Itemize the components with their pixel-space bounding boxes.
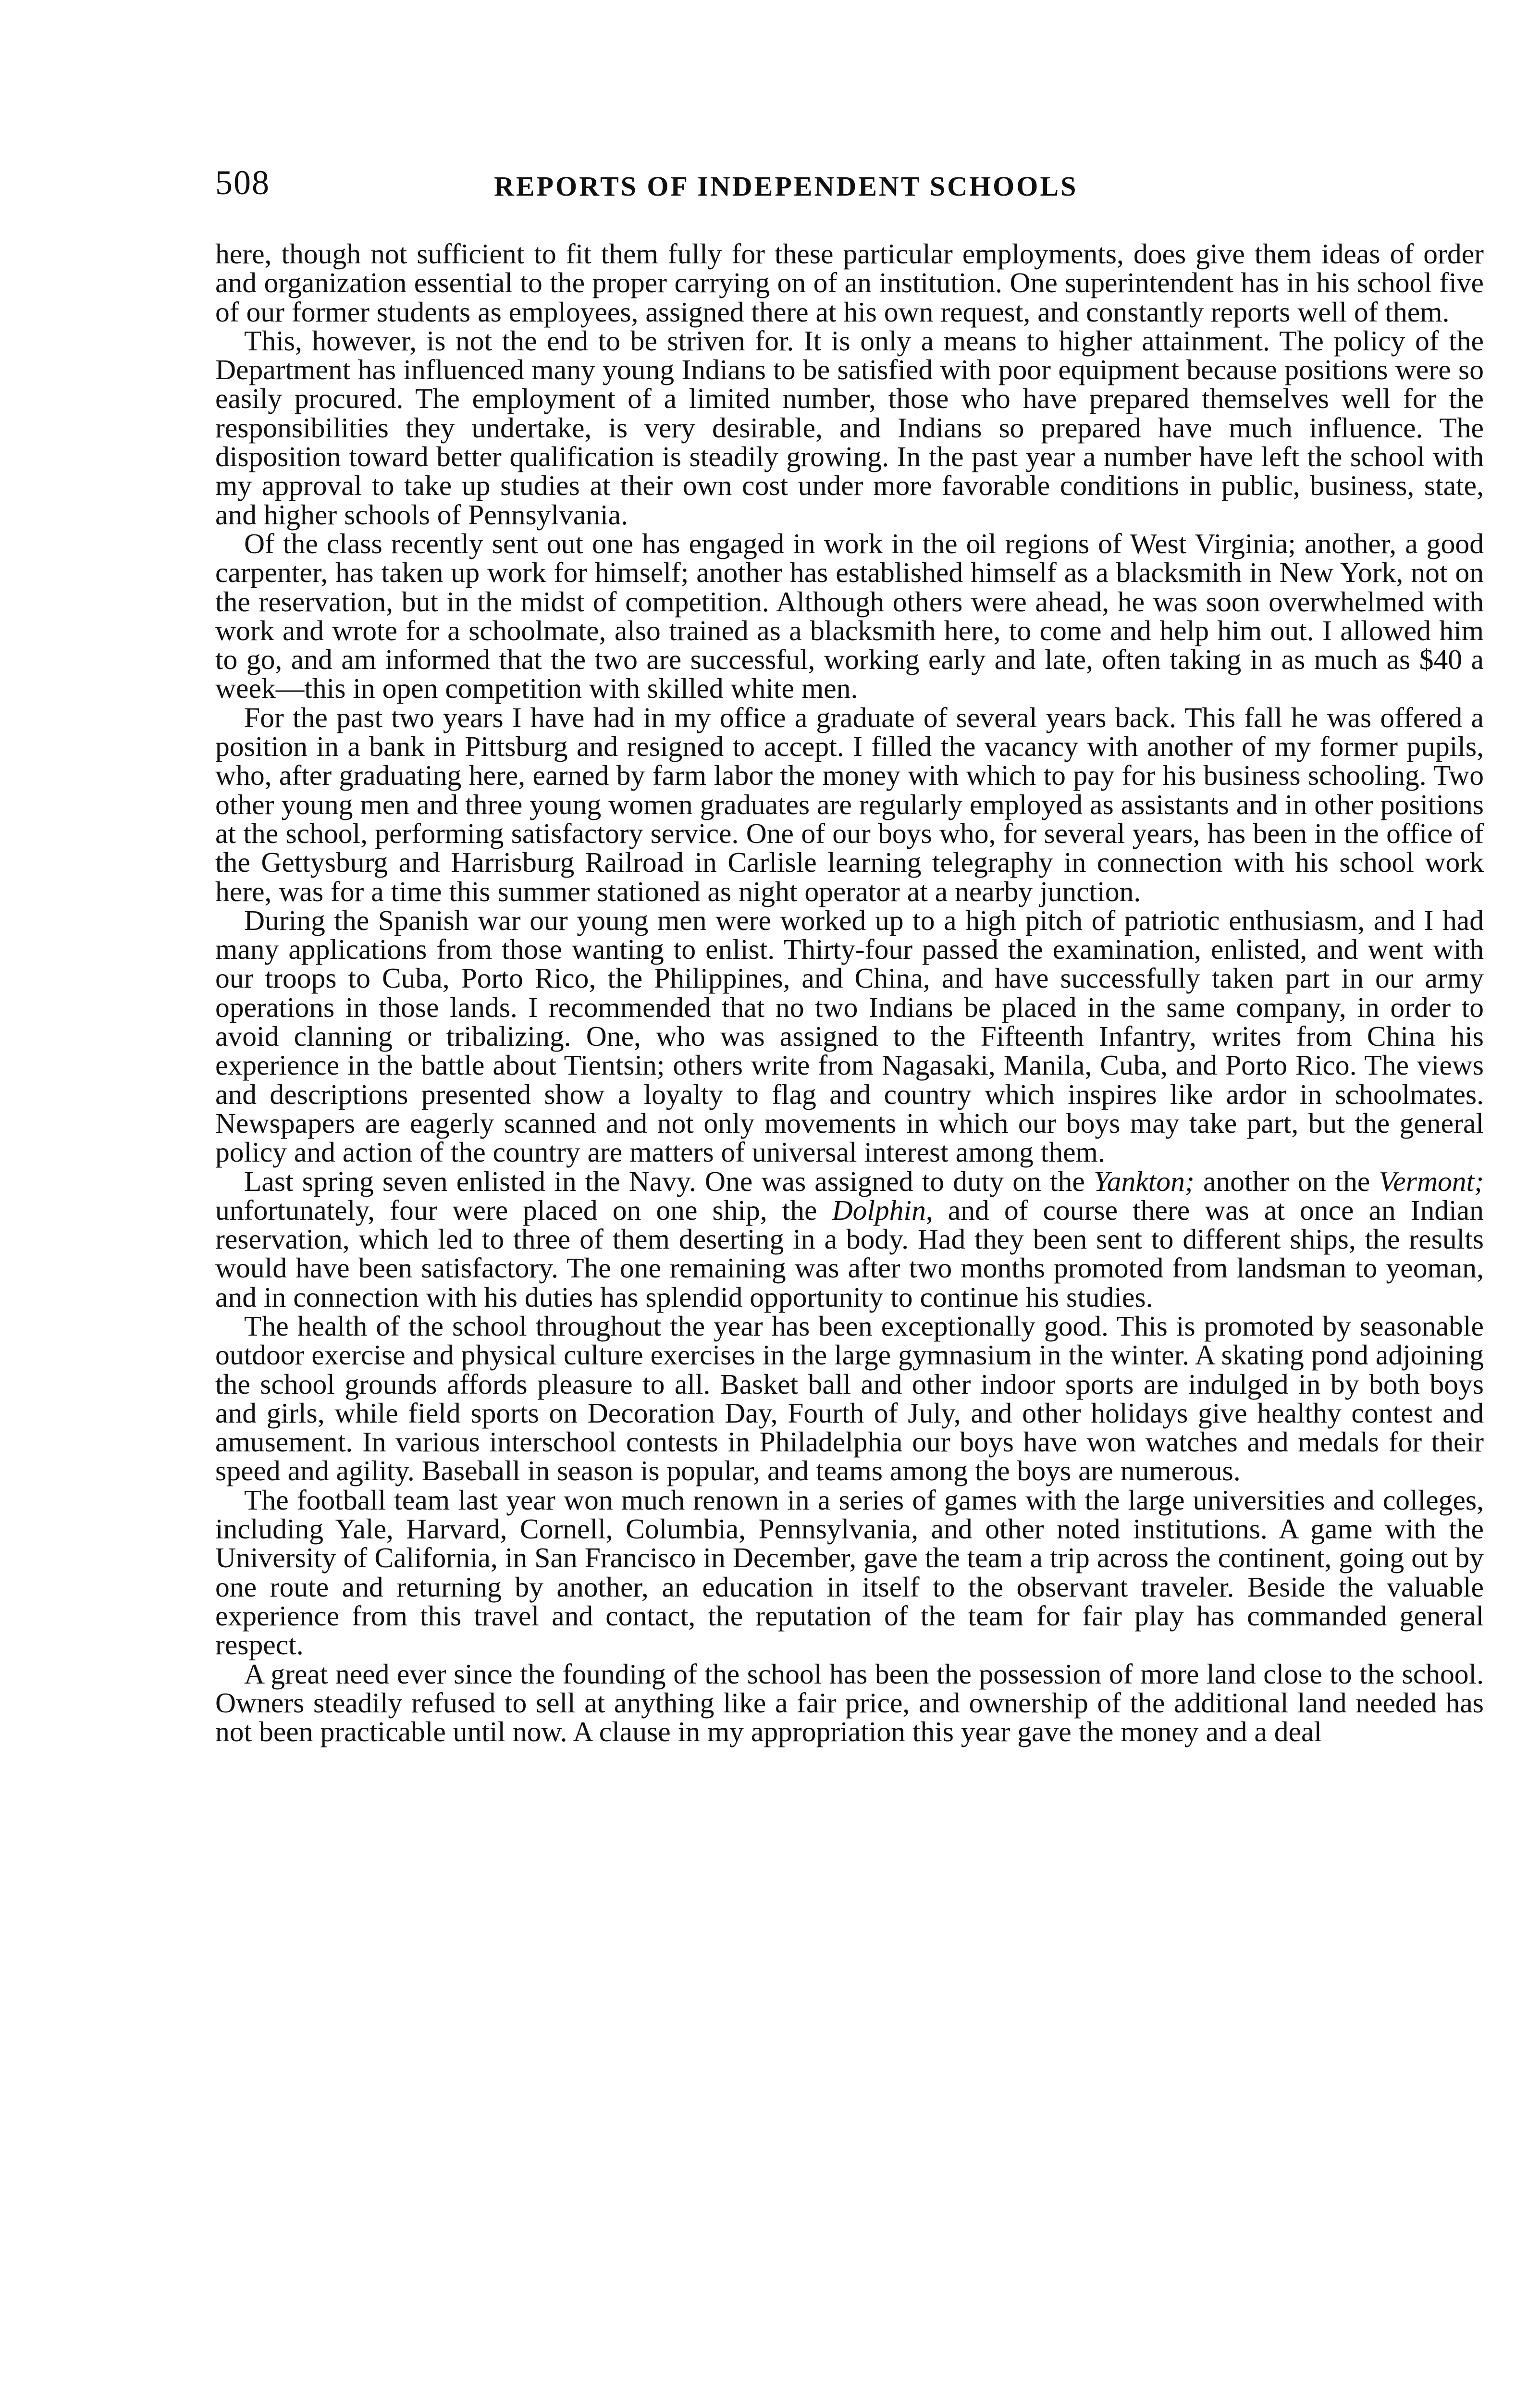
ship-name-dolphin: Dolphin bbox=[832, 1194, 926, 1226]
body-text bbox=[215, 239, 1484, 1746]
paragraph-6-part-a: Last spring seven enlisted in the Navy. One was assigned to duty on the bbox=[244, 1165, 1085, 1197]
paragraph-6-part-c: unfortunately, four were placed on one ship, the bbox=[215, 1194, 817, 1226]
paragraph-5: During the Spanish war our young men were worked up to a high pitch of patriotic enthusiasm, and I had many applications from those wanting to enlist. Thirty-four passed the examination, enlisted, and went with our troops to Cuba, Porto Rico, the Philippines, and China, and have successfully taken part in our army operations in those lands. I recommended that no two Indians be placed in the same company, in order to avoid clanning or tribalizing. One, who was assigned to the Fifteenth Infantry, writes from China his experience in the battle about Tientsin; others write from Nagasaki, Manila, Cuba, and Porto Rico. The views and descriptions presented show a loyalty to flag and country which inspires like ardor in schoolmates. Newspapers are eagerly scanned and not only movements in which our boys may take part, but the general policy and action of the country are matters of universal interest among them. bbox=[215, 904, 1484, 1168]
paragraph-3: Of the class recently sent out one has engaged in work in the oil regions of West Virginia; another, a good carpenter, has taken up work for himself; another has established himself as a blacksmith in New York, not on the reservation, but in the midst of competition. Although others were ahead, he was soon overwhelmed with work and wrote for a schoolmate, also trained as a blacksmith here, to come and help him out. I allowed him to go, and am informed that the two are successful, working early and late, often taking in as much as $40 a week—this in open competition with skilled white men. bbox=[215, 527, 1484, 705]
running-title: REPORTS OF INDEPENDENT SCHOOLS bbox=[494, 171, 1078, 202]
paragraph-2: This, however, is not the end to be striven for. It is only a means to higher attainment. The policy of the Department has influenced many young Indians to be satisfied with poor equipment because positions were so easily procured. The employment of a limited number, those who have prepared themselves well for the responsibilities they undertake, is very desirable, and Indians so prepared have much influence. The disposition toward better qualification is steadily growing. In the past year a number have left the school with my approval to take up studies at their own cost under more favorable conditions in public, business, state, and higher schools of Pennsylvania. bbox=[215, 324, 1484, 531]
paragraph-6-part-d: , and of course there was at once an Indian reservation, which led to three of them deserting in a body. Had they been sent to different ships, the results would have been satisfactory. The one remaining was after two months promoted from landsman to yeoman, and in connection with his duties has splendid opportunity to continue his studies. bbox=[215, 1194, 1484, 1313]
paragraph-9: A great need ever since the founding of the school has been the possession of more land close to the school. Owners steadily refused to sell at anything like a fair price, and ownership of the additional land needed has not been practicable until now. A clause in my appropriation this year gave the money and a deal bbox=[215, 1658, 1484, 1748]
ship-name-vermont: Vermont; bbox=[1379, 1165, 1484, 1197]
ship-name-yankton: Yankton; bbox=[1094, 1165, 1195, 1197]
paragraph-4: For the past two years I have had in my office a graduate of several years back. This fall he was offered a position in a bank in Pittsburg and resigned to accept. I filled the vacancy with another of my former pupils, who, after graduating here, earned by farm labor the money with which to pay for his business schooling. Two other young men and three young women graduates are regularly employed as assistants and in other positions at the school, performing satisfactory service. One of our boys who, for several years, has been in the office of the Gettysburg and Harrisburg Railroad in Carlisle learning telegraphy in connection with his school work here, was for a time this summer stationed as night operator at a nearby junction. bbox=[215, 701, 1484, 907]
paragraph-8: The football team last year won much renown in a series of games with the large universities and colleges, including Yale, Harvard, Cornell, Columbia, Pennsylvania, and other noted institutions. A game with the University of California, in San Francisco in December, gave the team a trip across the continent, going out by one route and returning by another, an education in itself to the observant traveler. Beside the valuable experience from this travel and contact, the reputation of the team for fair play has commanded general respect. bbox=[215, 1484, 1484, 1661]
page-number: 508 bbox=[215, 163, 270, 202]
paragraph-1: here, though not sufficient to fit them fully for these particular employments, does give them ideas of order and organization essential to the proper carrying on of an institution. One superintendent has in his school five of our former students as employees, assigned there at his own request, and constantly reports well of them. bbox=[215, 238, 1484, 328]
running-head bbox=[215, 159, 1484, 207]
paragraph-6 bbox=[215, 1167, 1484, 1312]
paragraph-7: The health of the school throughout the year has been exceptionally good. This is promoted by seasonable outdoor exercise and physical culture exercises in the large gymnasium in the winter. A skating pond adjoining the school grounds affords pleasure to all. Basket ball and other indoor sports are indulged in by both boys and girls, while field sports on Decoration Day, Fourth of July, and other holidays give healthy contest and amusement. In various interschool contests in Philadelphia our boys have won watches and medals for their speed and agility. Baseball in season is popular, and teams among the boys are numerous. bbox=[215, 1310, 1484, 1487]
paragraph-6-part-b: another on the bbox=[1203, 1165, 1370, 1197]
